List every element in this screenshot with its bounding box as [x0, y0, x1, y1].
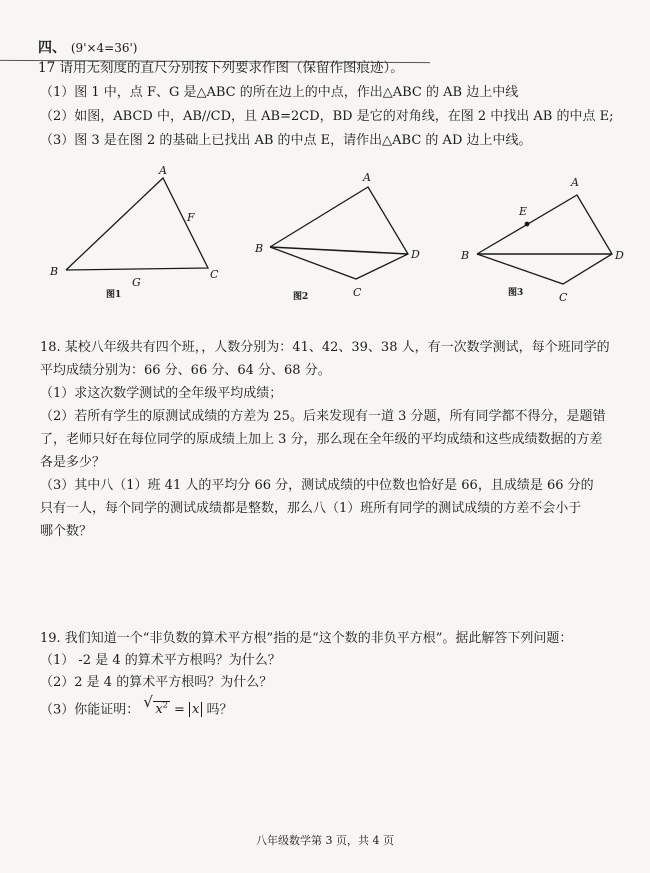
q19-item-1: （1） -2 是 4 的算术平方根吗？为什么？	[40, 653, 281, 668]
quadrilateral-abcd	[270, 187, 408, 279]
midpoint-e-dot	[525, 222, 530, 227]
fig1-label-g: G	[132, 276, 141, 289]
abs-expression: x	[189, 702, 202, 717]
q17-item-3: （3）图 3 是在图 2 的基础上已找出 AB 的中点 E，请作出△ABC 的 AD 边上中线。	[40, 133, 532, 148]
fig2-label-c: C	[353, 286, 362, 299]
figure-1	[40, 160, 230, 305]
fig3-label-a: A	[571, 176, 579, 189]
section-score: (9'×4=36')	[70, 41, 138, 55]
quadrilateral-abcd	[477, 195, 612, 284]
fig3-label-b: B	[461, 249, 470, 262]
q19-item-3-suffix: 吗？	[206, 702, 233, 718]
q18-line-7: （3）其中八（1）班 41 人的平均分 66 分，测试成绩的中位数也恰好是 66，且成绩是 66 分的	[40, 478, 594, 493]
fig3-label-e: E	[519, 205, 528, 218]
q18-line-9: 哪个数？	[40, 524, 93, 539]
triangle-abc	[66, 178, 208, 270]
fig2-label-b: B	[255, 242, 264, 255]
page-footer: 八年级数学第 3 页，共 4 页	[256, 834, 394, 847]
fig1-label-c: C	[210, 268, 219, 281]
q18-line-4: （2）若所有学生的原测试成绩的方差为 25。后来发现有一道 3 分题，所有同学都不得分，是题错	[40, 409, 606, 424]
section-header	[38, 40, 137, 57]
radical-sign-icon: √	[143, 693, 153, 711]
q19-item-3	[40, 693, 233, 718]
sqrt-expression	[143, 693, 169, 718]
q18-line-3: （1）求这次数学测试的全年级平均成绩；	[40, 386, 283, 401]
fig1-caption: 图1	[106, 290, 122, 300]
fig3-label-d: D	[615, 249, 624, 262]
fig1-label-f: F	[187, 211, 195, 224]
q18-line-8: 只有一人，每个同学的测试成绩都是整数，那么八（1）班所有同学的测试成绩的方差不会小于	[40, 501, 582, 516]
q17-item-1: （1）图 1 中，点 F、G 是△ABC 的所在边上的中点，作出△ABC 的 AB 边上中线	[40, 85, 519, 100]
fig2-label-d: D	[411, 248, 420, 261]
fig3-caption: 图3	[508, 288, 524, 298]
q19-item-3-prefix: （3）你能证明：	[40, 702, 140, 718]
sqrt-radicand: $x^2$	[155, 701, 168, 718]
fig3-label-c: C	[559, 291, 568, 304]
sqrt-exponent: 2	[162, 701, 168, 710]
diagonal-bd	[270, 247, 408, 254]
q18-line-5: 了，老师只好在每位同学的原成绩上加上 3 分，那么现在全年级的平均成绩和这些成绩数据的方差	[40, 432, 603, 447]
section-title: 四、	[38, 40, 66, 56]
figure-3	[455, 170, 640, 310]
q19-stem: 19. 我们知道一个“非负数的算术平方根”指的是“这个数的非负平方根”。据此解答下列问题：	[40, 631, 573, 646]
q18-line-6: 各是多少？	[40, 455, 106, 470]
q18-line-2: 平均成绩分别为：66 分、66 分、64 分、68 分。	[40, 363, 331, 378]
fig1-label-b: B	[50, 265, 59, 278]
q17-stem: 17 请用无刻度的直尺分别按下列要求作图（保留作图痕迹）。	[38, 60, 404, 76]
fig2-caption: 图2	[293, 292, 309, 302]
q19-equals: =	[174, 702, 190, 718]
fig2-label-a: A	[363, 171, 371, 184]
q17-item-2: （2）如图，ABCD 中，AB//CD，且 AB=2CD，BD 是它的对角线，在图 2 中找出 AB 的中点 E;	[40, 109, 614, 124]
q18-line-1: 18. 某校八年级共有四个班，，人数分别为：41、42、39、38 人，有一次数学测试，每个班同学的	[40, 340, 610, 355]
q19-item-2: （2）2 是 4 的算术平方根吗？为什么？	[40, 675, 273, 690]
fig1-label-a: A	[159, 164, 167, 177]
figure-2	[250, 165, 430, 305]
